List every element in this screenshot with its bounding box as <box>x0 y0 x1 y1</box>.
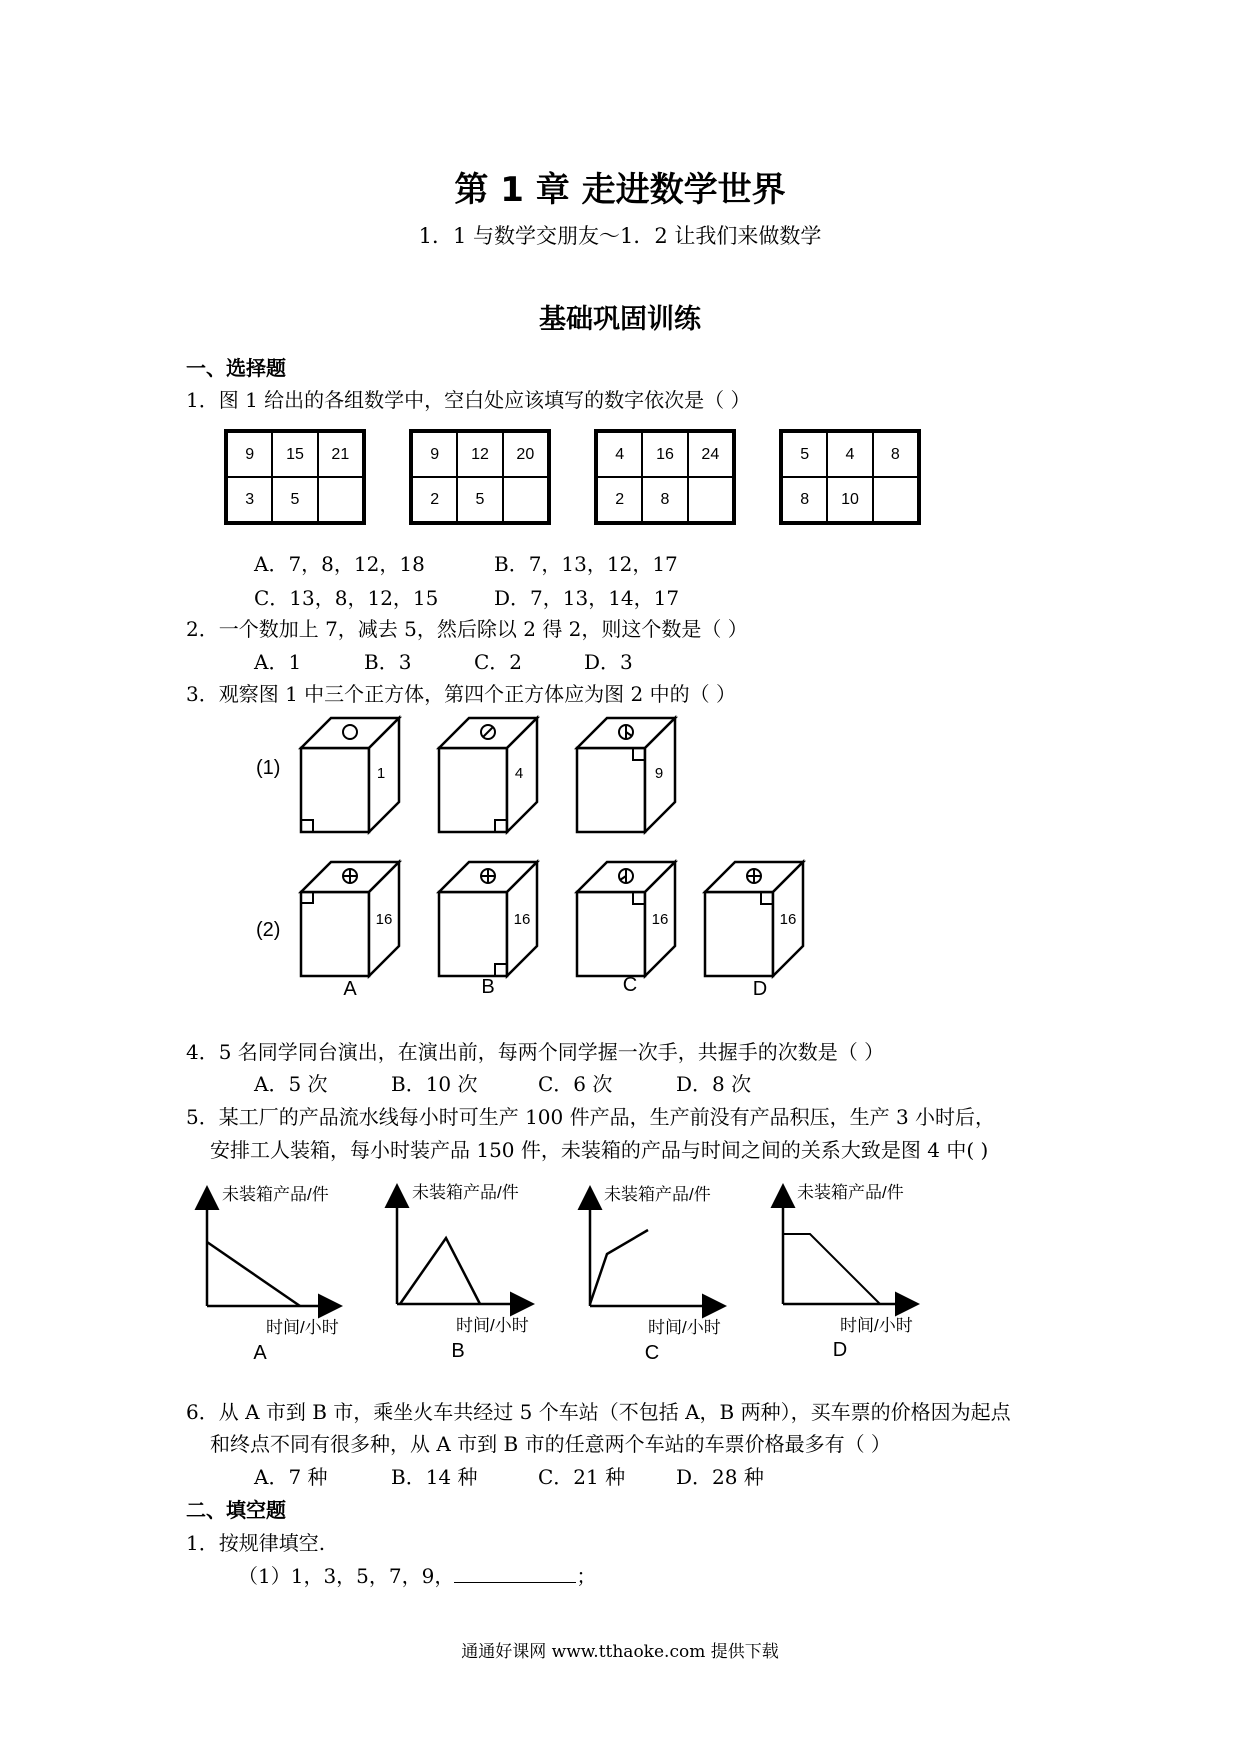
graph-c <box>590 1185 722 1364</box>
table-cell: 5 <box>782 432 827 477</box>
question-5-line-1: 5．某工厂的产品流水线每小时可生产 100 件产品，生产前没有产品积压，生产 3 小时后， <box>186 1105 996 1129</box>
graph-d <box>783 1183 915 1361</box>
q5-graphs <box>0 1170 1240 1370</box>
q1-option-c: C．13，8，12，15 <box>254 586 439 610</box>
x-axis-label: 时间/小时 <box>840 1316 913 1335</box>
cube-option-a <box>301 862 399 976</box>
graph-letter: D <box>832 1339 848 1361</box>
q4-option-b: B．10 次 <box>391 1072 478 1096</box>
fill-question-1-sub-1 <box>238 1560 596 1589</box>
side-number: 16 <box>651 911 669 928</box>
x-axis-label: 时间/小时 <box>266 1318 339 1337</box>
graph-letter: B <box>451 1340 465 1362</box>
table-cell: 3 <box>227 477 272 522</box>
side-number: 4 <box>514 765 524 782</box>
table-cell: 8 <box>642 477 687 522</box>
cube-letter-d: D <box>752 978 768 1000</box>
question-3-text: 3．观察图 1 中三个正方体，第四个正方体应为图 2 中的（ ） <box>186 682 736 706</box>
number-table-4 <box>779 429 921 525</box>
number-table-3 <box>594 429 736 525</box>
graph-letter: A <box>253 1342 267 1364</box>
y-axis-label: 未装箱产品/件 <box>222 1185 329 1204</box>
q4-option-d: D．8 次 <box>676 1072 752 1096</box>
table-cell: 2 <box>412 477 457 522</box>
x-axis-label: 时间/小时 <box>456 1316 529 1335</box>
table-cell: 20 <box>503 432 548 477</box>
table-cell: 8 <box>873 432 918 477</box>
chapter-subtitle: 1．1 与数学交朋友～1．2 让我们来做数学 <box>418 224 822 248</box>
table-cell: 5 <box>272 477 317 522</box>
cube-letter-c: C <box>622 974 638 996</box>
table-cell-blank <box>688 477 733 522</box>
question-6-line-1: 6．从 A 市到 B 市，乘坐火车共经过 5 个车站（不包括 A，B 两种），买车票的价格因为起点 <box>186 1400 1011 1424</box>
table-cell: 4 <box>597 432 642 477</box>
graph-a <box>207 1185 339 1364</box>
graph-line <box>590 1230 648 1304</box>
graph-letter: C <box>644 1342 660 1364</box>
table-cell-blank <box>873 477 918 522</box>
part2-heading: 二、填空题 <box>186 1498 286 1522</box>
table-cell: 10 <box>827 477 872 522</box>
part1-heading: 一、选择题 <box>186 356 286 380</box>
table-cell: 9 <box>412 432 457 477</box>
y-axis-label: 未装箱产品/件 <box>412 1183 519 1202</box>
cube-option-d <box>705 862 803 976</box>
table-cell: 5 <box>457 477 502 522</box>
q1-option-b: B．7，13，12，17 <box>494 552 678 576</box>
table-cell: 15 <box>272 432 317 477</box>
side-number: 16 <box>375 911 393 928</box>
table-cell: 4 <box>827 432 872 477</box>
question-4-text: 4．5 名同学同台演出，在演出前，每两个同学握一次手，共握手的次数是（ ） <box>186 1040 885 1064</box>
q1-option-a: A．7，8，12，18 <box>254 552 425 576</box>
q2-option-b: B．3 <box>364 650 412 674</box>
q6-option-d: D．28 种 <box>676 1465 764 1489</box>
question-2-text: 2．一个数加上 7，减去 5，然后除以 2 得 2，则这个数是（ ） <box>186 617 748 641</box>
side-number: 1 <box>376 765 386 782</box>
graph-line <box>783 1234 880 1304</box>
cube-letter-a: A <box>343 978 357 1000</box>
cube-1 <box>301 718 399 832</box>
table-cell: 2 <box>597 477 642 522</box>
figure-2-label: (2) <box>256 919 281 941</box>
sequence-end: ； <box>576 1564 597 1588</box>
cube-letter-b: B <box>481 976 495 998</box>
q2-option-c: C．2 <box>474 650 523 674</box>
y-axis-label: 未装箱产品/件 <box>797 1183 904 1202</box>
graph-b <box>397 1183 530 1362</box>
q4-option-a: A．5 次 <box>254 1072 328 1096</box>
q4-option-c: C．6 次 <box>538 1072 613 1096</box>
chapter-title: 第 1 章 走进数学世界 <box>454 170 786 210</box>
figure-1-label: (1) <box>256 757 281 779</box>
q6-option-c: C．21 种 <box>538 1465 626 1489</box>
q6-option-b: B．14 种 <box>391 1465 478 1489</box>
y-axis-label: 未装箱产品/件 <box>604 1185 711 1204</box>
q2-option-d: D．3 <box>584 650 633 674</box>
q2-option-a: A．1 <box>254 650 302 674</box>
table-cell-blank <box>318 477 363 522</box>
graph-line <box>207 1242 300 1306</box>
cube-3 <box>577 718 675 832</box>
table-cell: 21 <box>318 432 363 477</box>
side-number: 16 <box>513 911 531 928</box>
cube-2 <box>439 718 537 832</box>
question-1-text: 1．图 1 给出的各组数学中，空白处应该填写的数字依次是（ ） <box>186 388 751 412</box>
q1-option-d: D．7，13，14，17 <box>494 586 680 610</box>
side-number: 9 <box>654 765 664 782</box>
question-6-line-2: 和终点不同有很多种，从 A 市到 B 市的任意两个车站的车票价格最多有（ ） <box>210 1432 891 1456</box>
cube-figures <box>0 700 1240 1010</box>
number-table-2 <box>409 429 551 525</box>
cube-option-c <box>577 862 675 976</box>
table-cell: 16 <box>642 432 687 477</box>
section-heading: 基础巩固训练 <box>539 304 701 335</box>
sequence-text: （1）1，3，5，7，9， <box>238 1564 455 1588</box>
footer-text: 通通好课网 www.tthaoke.com 提供下载 <box>461 1642 779 1662</box>
table-cell: 12 <box>457 432 502 477</box>
number-table-1 <box>224 429 366 525</box>
answer-blank[interactable] <box>454 1564 576 1583</box>
fill-question-1-text: 1．按规律填空. <box>186 1531 326 1555</box>
graph-line <box>400 1238 480 1304</box>
question-5-line-2: 安排工人装箱，每小时装产品 150 件，未装箱的产品与时间之间的关系大致是图 4 中( ) <box>210 1138 989 1162</box>
table-cell: 9 <box>227 432 272 477</box>
table-cell-blank <box>503 477 548 522</box>
cube-option-b <box>439 862 537 976</box>
x-axis-label: 时间/小时 <box>648 1318 721 1337</box>
table-cell: 8 <box>782 477 827 522</box>
q6-option-a: A．7 种 <box>254 1465 328 1489</box>
side-number: 16 <box>779 911 797 928</box>
table-cell: 24 <box>688 432 733 477</box>
